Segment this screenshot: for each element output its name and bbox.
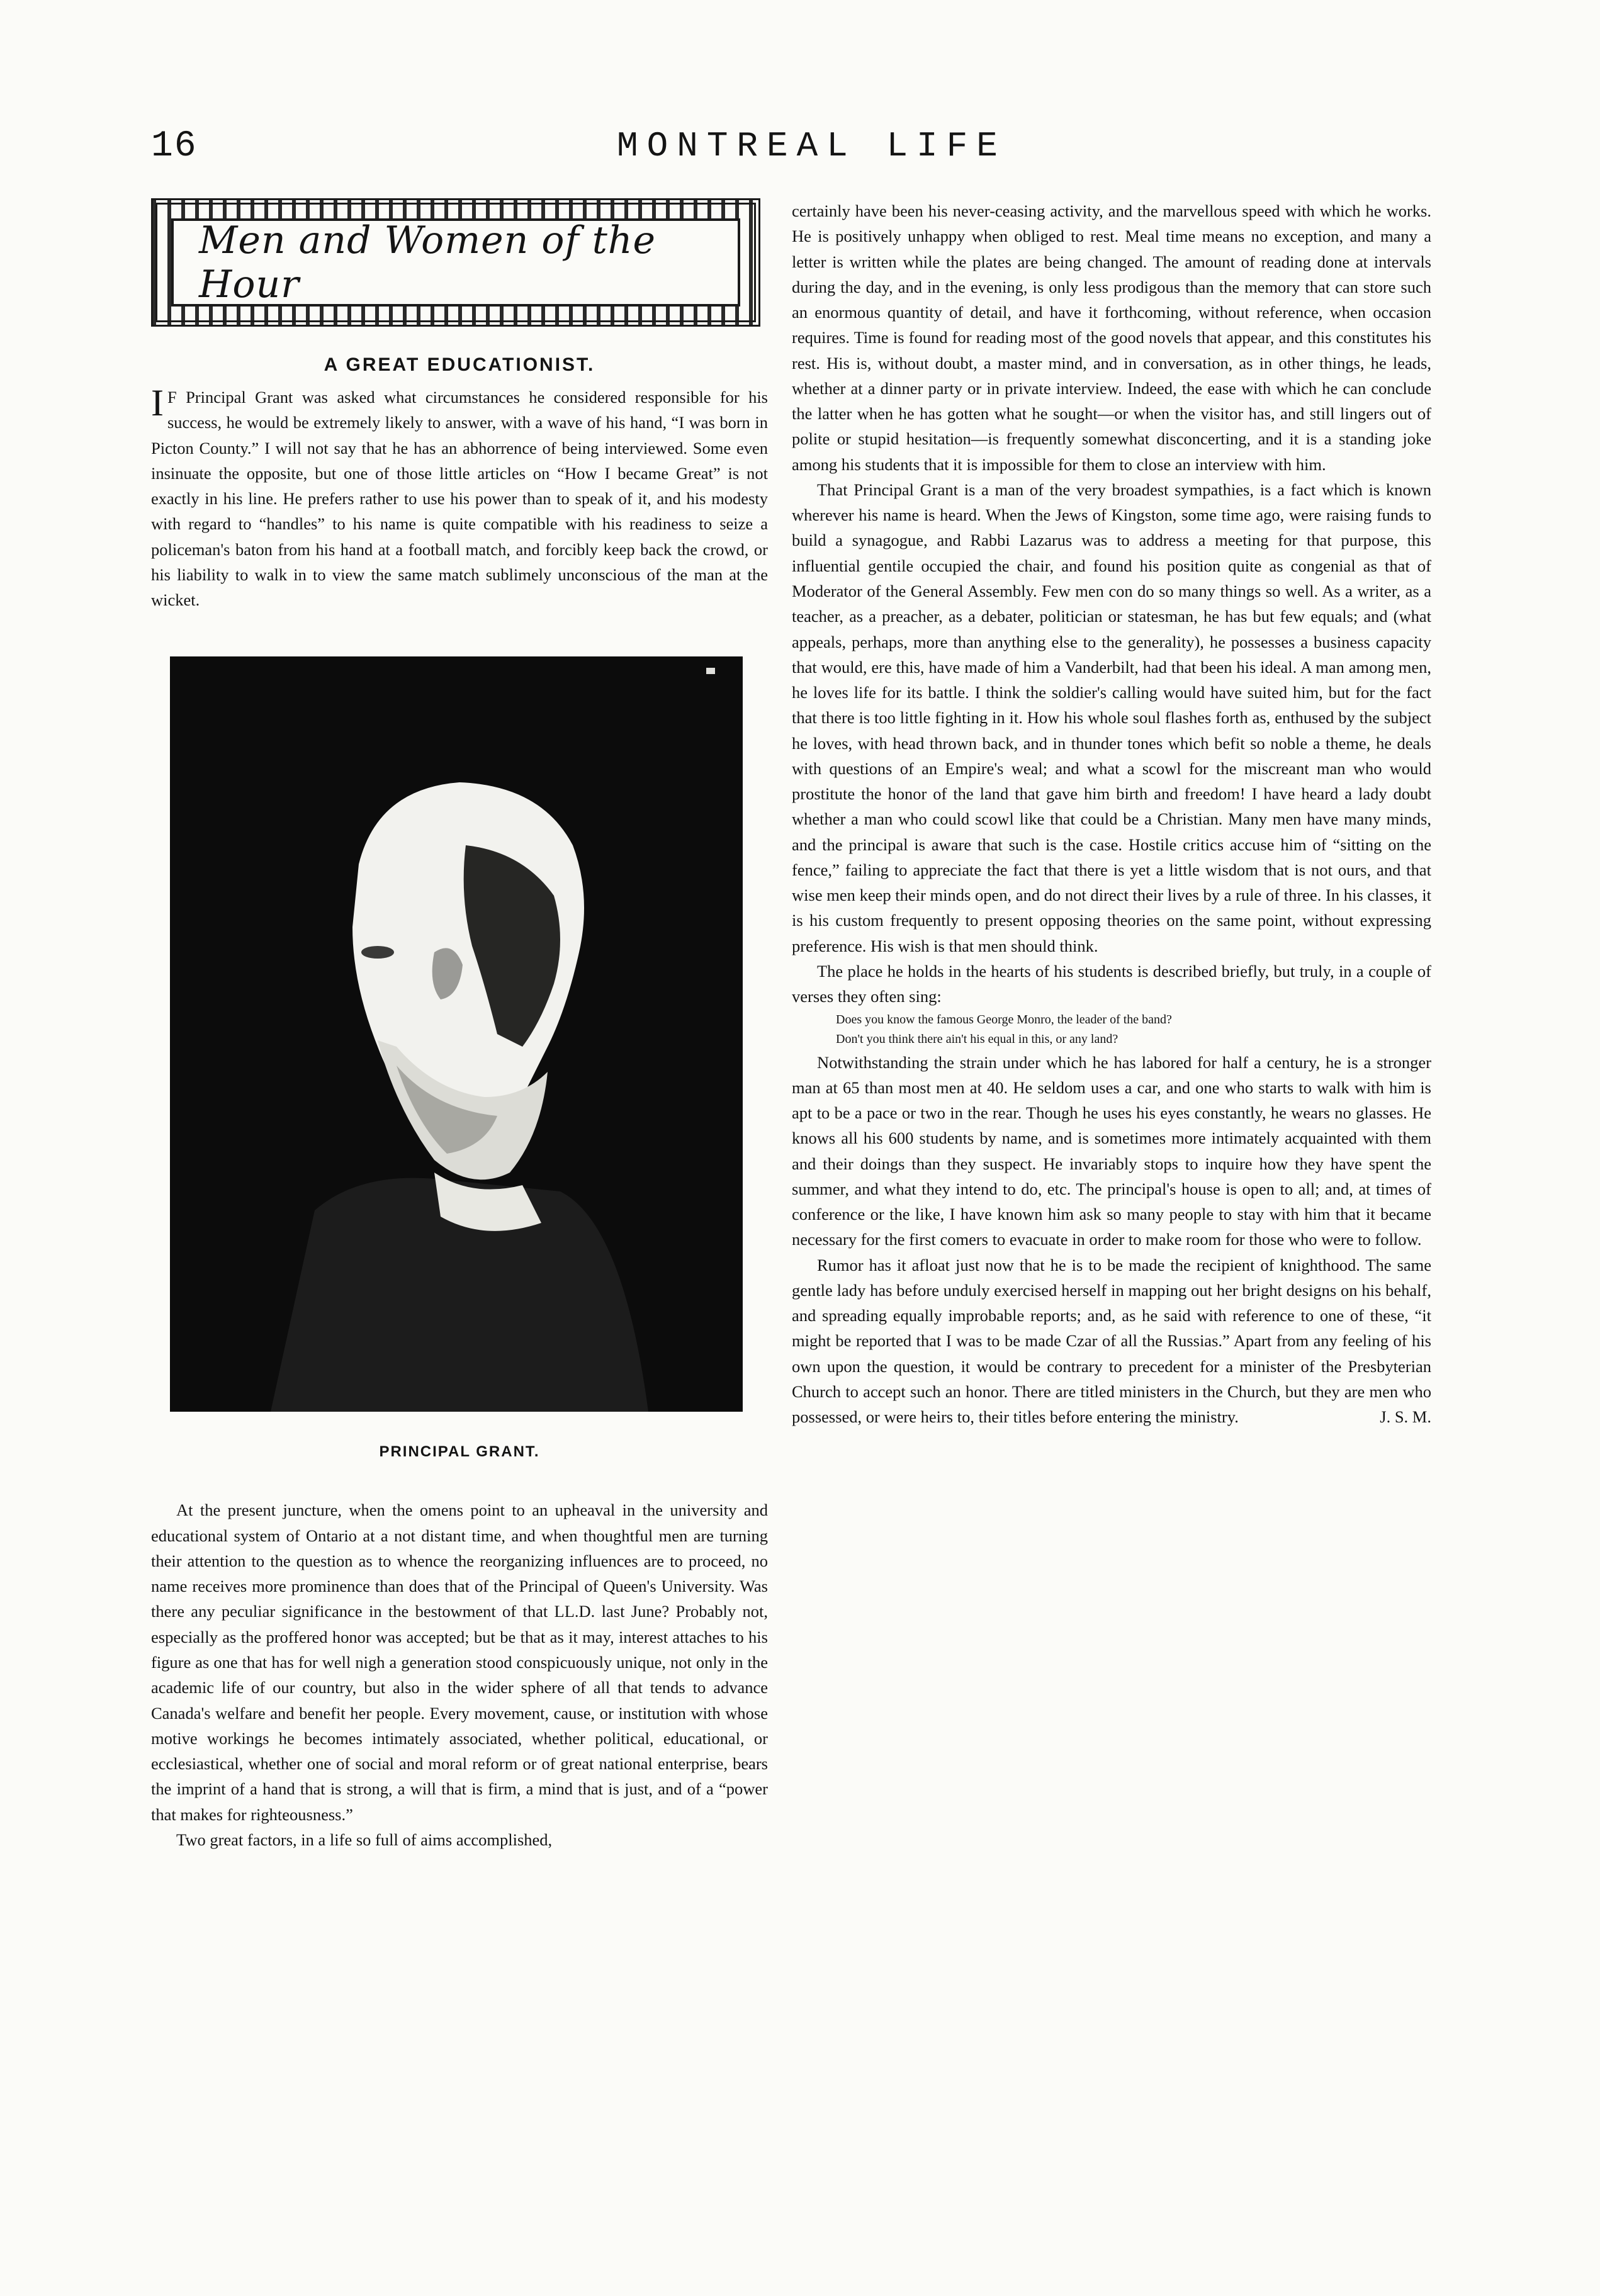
author-signature: J. S. M. xyxy=(1380,1407,1431,1427)
paragraph: That Principal Grant is a man of the very broadest sympathies, is a fact which is known wherever his name is heard. When the Jews of Kingston, some time ago, were raising funds to build a synagogue, and Rabbi Lazarus was to address a meeting for that purpose, this influential gentile occupied the chair, and found his position quite as congenial as that of Moderator of the General Assembly. Few men con do so many things so well. As a writer, as a teacher, as a preacher, as a debater, politician or statesman, he has but few equals; and (what appeals, perhaps, more than anything else to the generality), he possesses a business capacity that would, ere this, have made of him a Vanderbilt, had that been his ideal. A man among men, he loves life for its battle. I think the soldier's calling would have suited him, but for the fact that there is too little fighting in it. How his whole soul flashes forth as, enthused by the subject he loves, with head thrown back, and in thunder tones which befit so noble a theme, he deals with questions of an Empire's weal; and what a scowl for the miscreant man who would prostitute the honor of the land that gave him birth and freedom! I have heard a lady doubt whether a man who could scowl like that could be a Christian. Many men have many minds, and the principal is aware that such is the case. Hostile critics accuse him of “sitting on the fence,” failing to appreciate the fact that there is yet a little wisdom that is not ours, and that wise men keep their minds open, and do not direct their lives by a rule of three. In his classes, it is his custom frequently to present opposing theories on the same point, without expressing preference. His wish is that men should think. xyxy=(792,480,1431,955)
paragraph: The place he holds in the hearts of his students is described briefly, but truly, in a couple of verses they often sing: xyxy=(792,961,1431,1006)
page-number: 16 xyxy=(151,126,198,167)
paragraph: Rumor has it afloat just now that he is to be made the recipient of knighthood. The same gentle lady has before unduly exercised herself in mapping out her bright designs on his behalf, and spreading equally improbable reports; and, as he said with reference to one of these, “it might be reported that I was to be made Czar of all the Russias.” Apart from any feeling of his own upon the question, it would be contrary to precedent for a minister of the Presbyterian Church to accept such an honor. There are titled ministers in the Church, but they are men who possessed, or were heirs to, their titles before entering the ministry. xyxy=(792,1255,1431,1427)
left-column xyxy=(151,198,768,1852)
page-header xyxy=(151,126,1410,176)
right-column xyxy=(792,198,1431,1430)
paragraph xyxy=(151,382,768,612)
paragraph: Notwithstanding the strain under which he has labored for half a century, he is a stronger man at 65 than most men at 40. He seldom uses a car, and one who starts to walk with him is apt to be a pace or two in the rear. Though he uses his eyes constantly, he wears no glasses. He knows all his 600 students by name, and is sometimes more intimately acquainted with them and their doings than they suspect. He invariably stops to inquire how they have spent the summer, and what they intend to do, etc. The principal's house is open to all; and, at times of conference or the like, I have known him ask so many people to stay with him that it became necessary for the first comers to evacuate in order to make room for those who were to follow. xyxy=(792,1052,1431,1249)
banner-inner xyxy=(171,218,740,307)
portrait-illustration xyxy=(170,656,743,1412)
verse-line: Does you know the famous George Monro, the leader of the band? xyxy=(836,1012,1172,1027)
running-title: MONTREAL LIFE xyxy=(617,126,1006,166)
paragraph: certainly have been his never-ceasing activity, and the marvellous speed with which he works. He is positively unhappy when obliged to rest. Meal time means no exception, and many a letter is written while the plates are being changed. The amount of reading done at intervals during the day, and in the evening, is only less prodigous than the memory that can store such an enormous quantity of detail, and have it forthcoming, without reference, when occasion requires. Time is found for reading most of the good novels that appear, and this constitutes his rest. His is, without doubt, a master mind, and in conversation, as in other things, he leads, whether at a dinner party or in private interview. Indeed, the ease with which he can conclude the latter when he has gotten what he sought—or when the visitor has, and still lingers out of polite or stupid hesitation—is frequently somewhat disconcerting, and it is a standing joke among his students that it is impossible for them to close an interview with him. xyxy=(792,201,1431,474)
verse-line: Don't you think there ain't his equal in this, or any land? xyxy=(836,1032,1118,1046)
paragraph: At the present juncture, when the omens point to an upheaval in the university and educational system of Ontario at a not distant time, and when thoughtful men are turning their attention to the question as to whence the reorganizing influences are to proceed, no name receives more prominence than does that of the Principal of Queen's University. Was there any peculiar significance in the bestowment of that LL.D. last June? Probably not, especially as the proffered honor was accepted; but be that as it may, interest attaches to his figure as one that has for well nigh a generation stood conspicuously unique, not only in the academic life of our country, but also in the wider sphere of all that tends to advance Canada's welfare and benefit her people. Every movement, cause, or institution with whose motive workings he becomes intimately associated, whether political, educational, or ecclesiastical, whether one of social and moral reform or of great national enterprise, bears the imprint of a hand that is strong, a will that is firm, a mind that is just, and of a “power that makes for righteousness.” xyxy=(151,1500,768,1824)
portrait-block xyxy=(151,656,768,1461)
drop-cap: I xyxy=(151,382,164,424)
paragraph-text: F Principal Grant was asked what circumstances he considered responsible for his success, he would be extremely likely to answer, with a wave of his hand, “I was born in Picton County.” I will not say that he has an abhorrence of being interviewed. Some even insinuate the opposite, but one of those little articles on “How I became Great” is not exactly in his line. He prefers rather to use his power than to speak of it, and his modesty with regard to “handles” to his name is quite compatible with his readiness to seize a policeman's baton from his hand at a football match, and forcibly keep back the crowd, or his liability to walk in to view the same match sublimely unconscious of the man at the wicket. xyxy=(151,388,768,610)
portrait-caption: PRINCIPAL GRANT. xyxy=(379,1443,540,1461)
article-headline: A GREAT EDUCATIONIST. xyxy=(324,354,595,375)
banner-text: Men and Women of the Hour xyxy=(199,218,656,307)
portrait-photo xyxy=(170,656,743,1412)
paragraph: Two great factors, in a life so full of aims accomplished, xyxy=(176,1830,553,1849)
section-banner xyxy=(151,198,760,327)
